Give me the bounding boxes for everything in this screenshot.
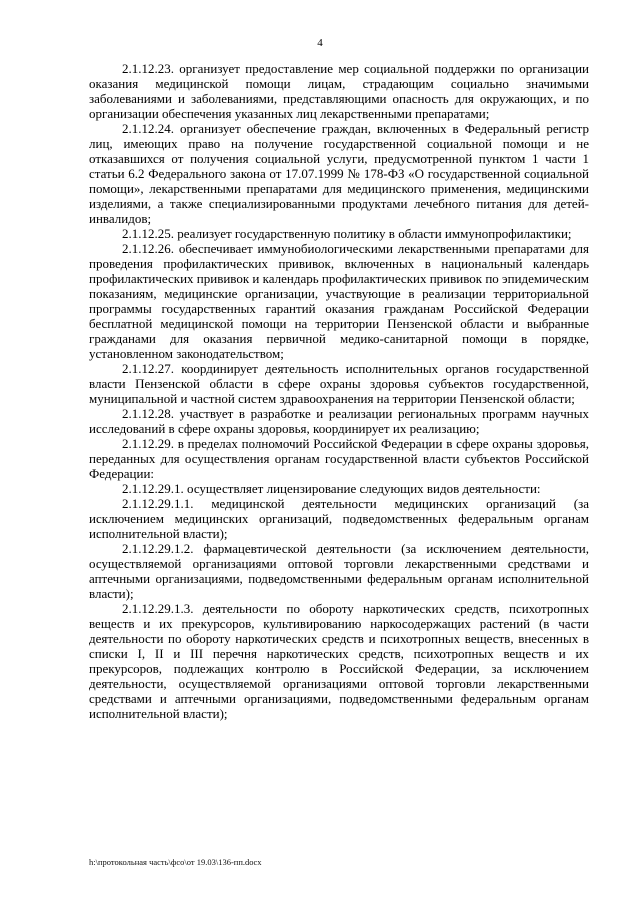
paragraph-2-1-12-29-1: 2.1.12.29.1. осуществляет лицензирование следующих видов деятельности: <box>122 481 541 496</box>
paragraph-2-1-12-29-1-3: 2.1.12.29.1.3. деятельности по обороту наркотических средств, психотропных веществ и их прекурсоров, культивированию наркосодержащих растений (в части деятельности по обороту наркотических средств и психотропных веществ, внесенных в списки I, II и III перечня наркотических средств, психотропных веществ и их прекурсоров, подлежащих контролю в Российской Федерации, за исключением деятельности, осуществляемой организациями оптовой торговли лекарственными средствами и аптечными организациями, подведомственными федеральным органам исполнительной власти); <box>89 601 589 721</box>
page-number: 4 <box>317 37 323 49</box>
paragraph-2-1-12-25: 2.1.12.25. реализует государственную политику в области иммунопрофилактики; <box>122 226 572 241</box>
paragraph-2-1-12-28: 2.1.12.28. участвует в разработке и реализации региональных программ научных исследований в сфере охраны здоровья, координирует их реализацию; <box>89 406 589 436</box>
document-body <box>89 61 589 721</box>
footer-file-path: h:\протокольная часть\фсо\от 19.03\136-пп.docx <box>89 857 262 867</box>
paragraph-2-1-12-27: 2.1.12.27. координирует деятельность исполнительных органов государственной власти Пензенской области в сфере охраны здоровья субъектов государственной, муниципальной и частной систем здравоохранения на территории Пензенской области; <box>89 361 589 406</box>
paragraph-2-1-12-24: 2.1.12.24. организует обеспечение граждан, включенных в Федеральный регистр лиц, имеющих право на получение государственной социальной помощи и не отказавшихся от получения социальной услуги, предусмотренной пунктом 1 части 1 статьи 6.2 Федерального закона от 17.07.1999 № 178-ФЗ «О государственной социальной помощи», лекарственными препаратами для медицинского применения, медицинскими изделиями, а также специализированными продуктами лечебного питания для детей-инвалидов; <box>89 121 589 226</box>
paragraph-2-1-12-29-1-1: 2.1.12.29.1.1. медицинской деятельности медицинских организаций (за исключением медицинских организаций, подведомственных федеральным органам исполнительной власти); <box>89 496 589 541</box>
paragraph-2-1-12-26: 2.1.12.26. обеспечивает иммунобиологическими лекарственными препаратами для проведения профилактических прививок, включенных в национальный календарь профилактических прививок и календарь профилактических прививок по эпидемическим показаниям, медицинские организации, участвующие в реализации территориальной программы государственных гарантий оказания гражданам Российской Федерации бесплатной медицинской помощи на территории Пензенской области и выбранные гражданами для оказания первичной медико-санитарной помощи в порядке, установленном законодательством; <box>89 241 590 361</box>
paragraph-2-1-12-23: 2.1.12.23. организует предоставление мер социальной поддержки по организации оказания медицинской помощи лицам, страдающим социально значимыми заболеваниями и заболеваниями, представляющими опасность для окружающих, и по организации обеспечения указанных лиц лекарственными препаратами; <box>89 61 589 121</box>
paragraph-2-1-12-29-1-2: 2.1.12.29.1.2. фармацевтической деятельности (за исключением деятельности, осуществляемой организациями оптовой торговли лекарственными средствами и аптечными организациями, подведомственными федеральным органам исполнительной власти); <box>89 541 589 601</box>
paragraph-2-1-12-29: 2.1.12.29. в пределах полномочий Российской Федерации в сфере охраны здоровья, переданных для осуществления органам государственной власти субъектов Российской Федерации: <box>89 436 589 481</box>
